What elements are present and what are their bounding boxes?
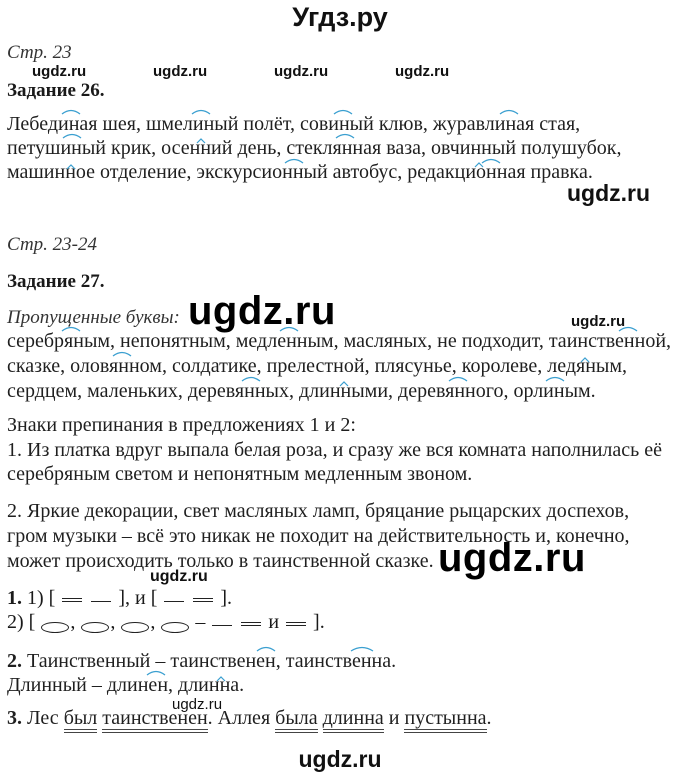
bracket-close: ].: [313, 611, 325, 633]
watermark: ugdz.ru: [567, 180, 651, 206]
subject-mark-icon: [164, 601, 184, 602]
item-number: 1.: [7, 587, 22, 609]
text-line: Лебединая шея, шмелиный полёт, совиный клюв, журавлиная стая,: [7, 113, 581, 135]
predicate-mark-icon: [241, 622, 261, 626]
item-number: 2.: [7, 650, 22, 672]
item-3-line: [7, 707, 492, 730]
task-title: Задание 26.: [7, 80, 105, 101]
colon: :: [173, 307, 180, 328]
text-line: петушиный крик, осенний день, стеклянная ваза, овчинный полушубок,: [7, 137, 622, 159]
predicate-mark-icon: [286, 622, 306, 626]
watermark: ugdz.ru: [32, 63, 87, 80]
period: .: [486, 707, 492, 729]
punctuation-heading: Знаки препинания в предложениях 1 и 2:: [7, 414, 356, 436]
conjunction: и: [135, 587, 146, 609]
watermark: ugdz.ru: [274, 63, 329, 80]
watermark: ugdz.ru: [188, 289, 336, 333]
predicate-underlined: был: [64, 707, 98, 733]
predicate-underlined: таинственен: [102, 707, 207, 733]
text-line: машинное отделение, экскурсионный автобус, редакционная правка.: [7, 161, 593, 183]
sentence-2-line: может происходить только в таинственной сказке.: [7, 550, 434, 572]
bracket-open: [: [28, 611, 36, 633]
scheme-row-1: [7, 587, 232, 610]
suffix-arc-icon: [278, 325, 300, 332]
suffix-arc-icon: [332, 108, 354, 115]
suffix-arc-icon: [349, 645, 371, 652]
suffix-arc-icon: [447, 375, 469, 382]
task-title: Задание 27.: [7, 271, 105, 292]
subject-mark-icon: [212, 625, 232, 626]
predicate-underlined: длинна: [323, 707, 384, 733]
sentence-2-line: гром музыки – всё это никак не походит на действительность и, конечно,: [7, 525, 630, 547]
suffix-arc-icon: [498, 108, 520, 115]
watermark: ugdz.ru: [153, 63, 208, 80]
suffix-arc-icon: [480, 157, 502, 164]
footer-watermark: ugdz.ru: [298, 746, 382, 772]
suffix-arc-icon: [544, 375, 566, 382]
text-line: сердцем, маленьких, деревянных, длинными, деревянного, орлиным.: [7, 380, 596, 402]
ending-caret-icon: [66, 157, 76, 163]
watermark: ugdz.ru: [172, 696, 223, 713]
suffix-arc-icon: [240, 375, 262, 382]
suffix-arc-icon: [283, 157, 305, 164]
homogeneous-member-oval-icon: [121, 622, 149, 633]
predicate-mark-icon: [62, 598, 82, 602]
homogeneous-member-oval-icon: [41, 622, 69, 633]
suffix-arc-icon: [255, 645, 277, 652]
site-title: Угдз.ру: [292, 2, 388, 32]
comma: ,: [150, 611, 156, 633]
comma: ,: [110, 611, 116, 633]
sentence-1-line: 1. Из платка вдруг выпала белая роза, и сразу же вся комната наполнилась её: [7, 439, 663, 461]
word: . Аллея: [207, 707, 271, 729]
item-number: 3.: [7, 707, 22, 729]
watermark: ugdz.ru: [438, 536, 586, 580]
bracket-close: ],: [118, 587, 131, 609]
missing-letters-text: Пропущенные буквы: [7, 307, 174, 328]
dash: –: [195, 611, 206, 633]
watermark: ugdz.ru: [150, 568, 208, 585]
homogeneous-member-oval-icon: [81, 622, 109, 633]
text-line: сказке, оловянном, солдатике, прелестной, плясунье, королеве, ледяным,: [7, 355, 628, 377]
ending-caret-icon: [580, 350, 590, 356]
suffix-arc-icon: [61, 132, 83, 139]
bracket-open: [: [150, 587, 158, 609]
item-2-line-2: Длинный – длинен, длинна.: [7, 674, 245, 696]
watermark: ugdz.ru: [395, 63, 450, 80]
suffix-arc-icon: [60, 108, 82, 115]
suffix-arc-icon: [60, 325, 82, 332]
page-reference: Стр. 23: [7, 42, 72, 63]
predicate-mark-icon: [193, 598, 213, 602]
page-reference: Стр. 23-24: [7, 234, 97, 255]
suffix-arc-icon: [617, 325, 639, 332]
sentence-1-line: серебряным светом и непонятным медленным звоном.: [7, 463, 473, 485]
predicate-underlined: была: [275, 707, 317, 733]
watermark: ugdz.ru: [571, 313, 626, 330]
suffix-arc-icon: [111, 350, 133, 357]
homogeneous-member-oval-icon: [161, 622, 189, 633]
bracket-open: [: [48, 587, 56, 609]
suffix-arc-icon: [334, 132, 356, 139]
subject-mark-icon: [91, 601, 111, 602]
ending-caret-icon: [216, 669, 226, 675]
missing-letters-label: [7, 307, 180, 329]
suffix-arc-icon: [190, 108, 212, 115]
scheme-label: 1): [27, 587, 44, 609]
word: Лес: [27, 707, 59, 729]
scheme-row-2: [7, 611, 325, 634]
item-2-text: Таинственный – таинственен, таинственна.: [27, 650, 397, 672]
ending-caret-icon: [339, 374, 349, 380]
conjunction: и: [388, 707, 400, 729]
conjunction: и: [268, 611, 280, 633]
comma: ,: [70, 611, 76, 633]
predicate-underlined: пустынна: [404, 707, 486, 733]
suffix-arc-icon: [145, 669, 167, 676]
sentence-2-line: 2. Яркие декорации, свет масляных ламп, бряцание рыцарских доспехов,: [7, 500, 630, 522]
ending-caret-icon: [196, 131, 206, 137]
scheme-label: 2): [7, 611, 24, 633]
item-2-line-1: [7, 650, 396, 673]
text-line: серебряным, непонятным, медленным, масляных, не подходит, таинственной,: [7, 330, 672, 352]
bracket-close: ].: [220, 587, 233, 609]
